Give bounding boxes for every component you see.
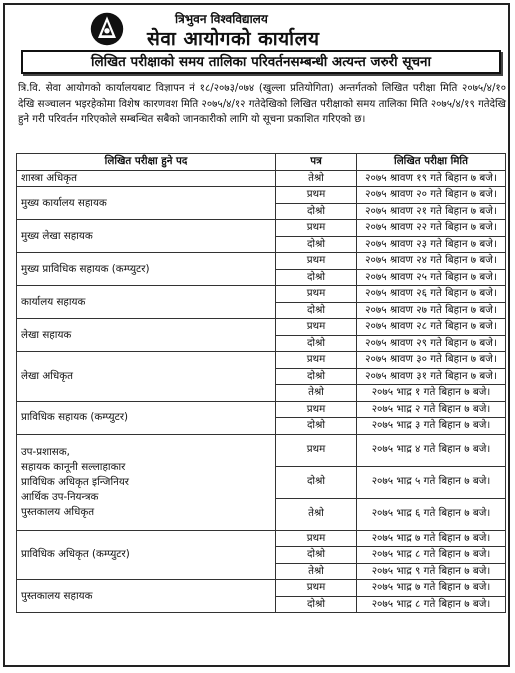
paper-cell: प्रथम: [276, 286, 357, 303]
table-row: [17, 220, 506, 237]
date-cell: २०७५ भाद्र १ गते बिहान ७ बजे।: [357, 385, 506, 402]
post-name: [17, 253, 276, 286]
date-cell: २०७५ श्रावण २७ गते बिहान ७ बजे।: [357, 302, 506, 319]
date-cell: २०७५ श्रावण २४ गते बिहान ७ बजे।: [357, 253, 506, 270]
post-line: सहायक कानूनी सल्लाहाकार: [21, 460, 126, 473]
paper-cell: प्रथम: [276, 401, 357, 418]
paper-cell: प्रथम: [276, 187, 357, 204]
date-cell: २०७५ श्रावण २१ गते बिहान ७ बजे।: [357, 203, 506, 220]
date-cell: २०७५ श्रावण २६ गते बिहान ७ बजे।: [357, 286, 506, 303]
paper-cell: तेश्रो: [276, 170, 357, 187]
paper-cell: दोश्रो: [276, 269, 357, 286]
date-cell: २०७५ श्रावण २८ गते बिहान ७ बजे।: [357, 319, 506, 336]
table-row: [17, 170, 506, 187]
paper-cell: प्रथम: [276, 253, 357, 270]
post-name: [17, 530, 276, 580]
post-line: कार्यालय सहायक: [21, 295, 86, 308]
post-line: लेखा सहायक: [21, 328, 72, 341]
table-row: [17, 434, 506, 466]
paper-cell: दोश्रो: [276, 596, 357, 613]
paper-cell: तेश्रो: [276, 498, 357, 530]
table-row: [17, 286, 506, 303]
post-name: [17, 580, 276, 613]
date-cell: २०७५ भाद्र २ गते बिहान ७ बजे।: [357, 401, 506, 418]
paper-cell: प्रथम: [276, 220, 357, 237]
post-line: पुस्तकालय सहायक: [21, 589, 93, 602]
date-cell: २०७५ श्रावण २३ गते बिहान ७ बजे।: [357, 236, 506, 253]
post-line: आर्थिक उप-नियन्त्रक: [21, 490, 99, 503]
exam-schedule-table: [16, 153, 506, 613]
post-line: शास्त्रा अधिकृत: [21, 171, 77, 184]
date-cell: २०७५ श्रावण २० गते बिहान ७ बजे।: [357, 187, 506, 204]
post-line: पुस्तकालय अधिकृत: [21, 505, 95, 518]
date-cell: २०७५ श्रावण ३० गते बिहान ७ बजे।: [357, 352, 506, 369]
organization-name: सेवा आयोगको कार्यालय: [147, 28, 320, 50]
nepal-emblem-icon: [89, 11, 125, 47]
post-name: [17, 286, 276, 319]
date-cell: २०७५ श्रावण १९ गते बिहान ७ बजे।: [357, 170, 506, 187]
post-name: [17, 352, 276, 402]
table-body: [17, 170, 506, 613]
paper-cell: प्रथम: [276, 352, 357, 369]
paper-cell: प्रथम: [276, 319, 357, 336]
header-paper: पत्र: [276, 154, 357, 171]
paper-cell: दोश्रो: [276, 368, 357, 385]
date-cell: २०७५ भाद्र ५ गते बिहान ७ बजे।: [357, 466, 506, 498]
table-row: [17, 530, 506, 547]
post-name: [17, 170, 276, 187]
date-cell: २०७५ भाद्र ४ गते बिहान ७ बजे।: [357, 434, 506, 466]
table-header-row: [17, 154, 506, 171]
table-row: [17, 187, 506, 204]
date-cell: २०७५ श्रावण ३१ गते बिहान ७ बजे।: [357, 368, 506, 385]
date-cell: २०७५ भाद्र ७ गते बिहान ७ बजे।: [357, 580, 506, 597]
post-line: मुख्य प्राविधिक सहायक (कम्प्युटर): [21, 262, 150, 275]
post-name: [17, 187, 276, 220]
date-cell: २०७५ श्रावण २२ गते बिहान ७ बजे।: [357, 220, 506, 237]
post-name: [17, 401, 276, 434]
date-cell: २०७५ भाद्र ८ गते बिहान ७ बजे।: [357, 547, 506, 564]
notice-title: लिखित परीक्षाको समय तालिका परिवर्तनसम्बन्धी अत्यन्त जरुरी सूचना: [21, 50, 501, 74]
paper-cell: प्रथम: [276, 434, 357, 466]
table-row: [17, 352, 506, 369]
date-cell: २०७५ श्रावण २५ गते बिहान ७ बजे।: [357, 269, 506, 286]
university-name: त्रिभुवन विश्वविद्यालय: [175, 12, 268, 26]
table-row: [17, 580, 506, 597]
date-cell: २०७५ भाद्र ७ गते बिहान ७ बजे।: [357, 530, 506, 547]
header-post: लिखित परीक्षा हुने पद: [17, 154, 276, 171]
paper-cell: दोश्रो: [276, 547, 357, 564]
paper-cell: दोश्रो: [276, 466, 357, 498]
header-date: लिखित परीक्षा मिति: [357, 154, 506, 171]
date-cell: २०७५ भाद्र ६ गते बिहान ७ बजे।: [357, 498, 506, 530]
post-line: मुख्य लेखा सहायक: [21, 229, 93, 242]
post-line: लेखा अधिकृत: [21, 369, 73, 382]
table-row: [17, 319, 506, 336]
post-line: प्राविधिक अधिकृत इन्जिनियर: [21, 475, 130, 488]
date-cell: २०७५ भाद्र ९ गते बिहान ७ बजे।: [357, 563, 506, 580]
table-row: [17, 253, 506, 270]
table-row: [17, 401, 506, 418]
post-name: [17, 220, 276, 253]
post-line: उप-प्रशासक,: [21, 445, 70, 458]
paper-cell: तेश्रो: [276, 563, 357, 580]
date-cell: २०७५ भाद्र ३ गते बिहान ७ बजे।: [357, 418, 506, 435]
notice-frame: [3, 3, 510, 667]
paper-cell: प्रथम: [276, 580, 357, 597]
paper-cell: प्रथम: [276, 530, 357, 547]
post-name: [17, 319, 276, 352]
paper-cell: दोश्रो: [276, 302, 357, 319]
paper-cell: दोश्रो: [276, 418, 357, 435]
post-line: प्राविधिक सहायक (कम्प्युटर): [21, 411, 129, 423]
paper-cell: दोश्रो: [276, 335, 357, 352]
paper-cell: दोश्रो: [276, 236, 357, 253]
paper-cell: तेश्रो: [276, 385, 357, 402]
date-cell: २०७५ भाद्र ८ गते बिहान ७ बजे।: [357, 596, 506, 613]
notice-body: त्रि.वि. सेवा आयोगको कार्यालयबाट विज्ञापन नं १८/२०७३/०७४ (खुल्ला प्रतियोगिता) अन्तर्गतको लिखित परीक्षा मिति २०७५/४/१० देखि सञ्चालन भइरहेकोमा विशेष कारणवश मिति २०७५/४/१२ गतेदेखिको लिखित परीक्षाको समय तालिका मिति २०७५/४/१९ गतेदेखि हुने गरी परिवर्तन गरिएकोले सम्बन्धित सबैको जानकारीको लागि यो सूचना प्रकाशित गरिएको छ।: [18, 83, 506, 125]
post-name: [17, 434, 276, 530]
post-line: प्राविधिक अधिकृत (कम्प्युटर): [21, 548, 130, 561]
paper-cell: दोश्रो: [276, 203, 357, 220]
date-cell: २०७५ श्रावण २९ गते बिहान ७ बजे।: [357, 335, 506, 352]
post-line: मुख्य कार्यालय सहायक: [21, 196, 107, 209]
